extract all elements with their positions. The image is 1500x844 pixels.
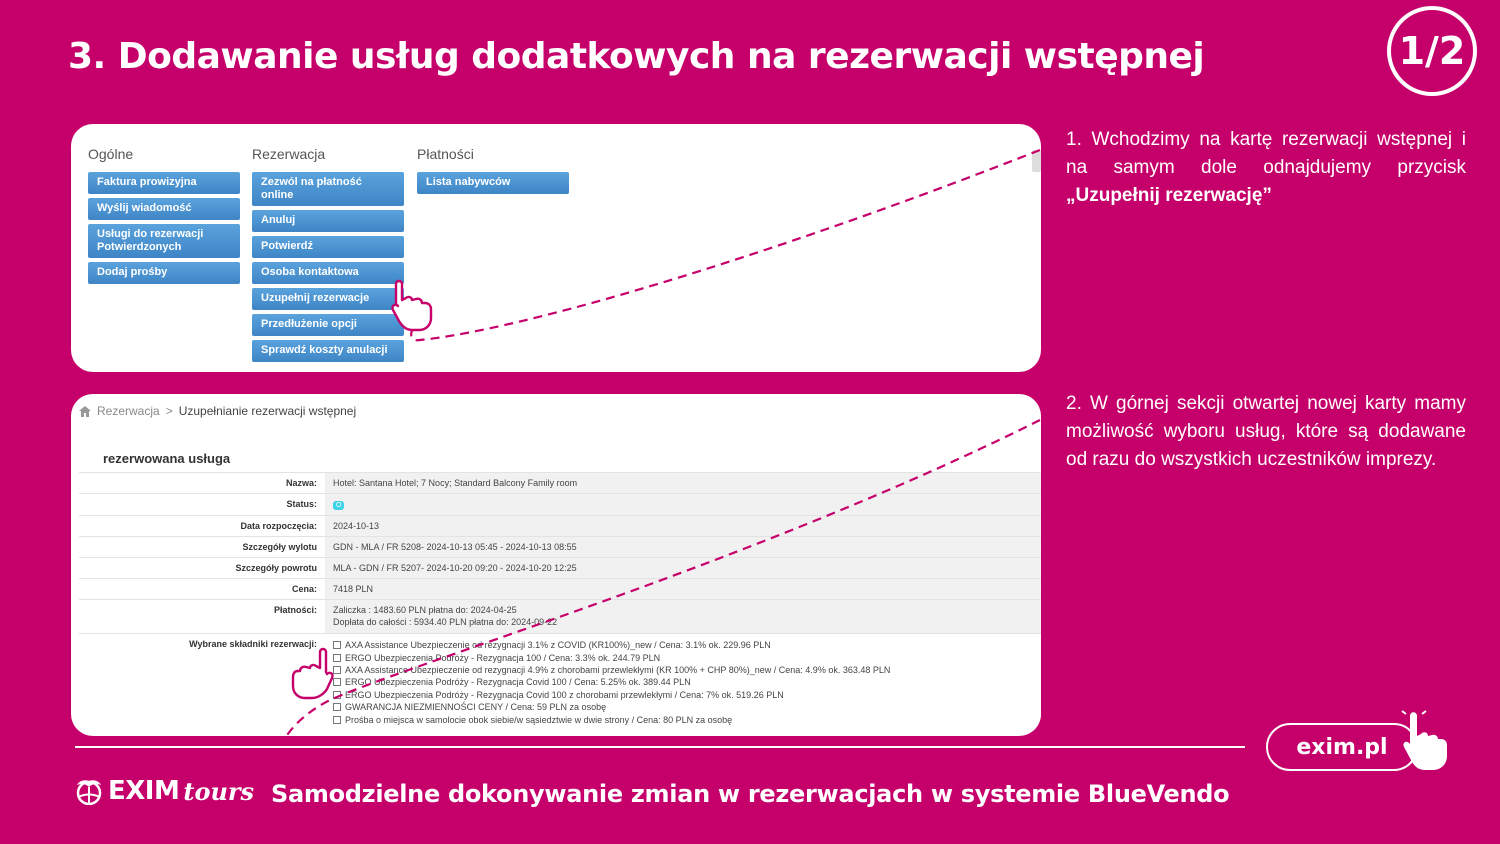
list-item[interactable] (333, 701, 1033, 713)
step1-text: 1. Wchodzimy na kartę rezerwacji wstępnej i na samym dole odnajdujemy przycisk (1066, 129, 1466, 178)
row-label: Data rozpoczęcia: (79, 516, 325, 537)
option-label: ERGO Ubezpieczenia Podróży - Rezygnacja Covid 100 z chorobami przewlekłymi / Cena: 7% ok. 519.26 PLN (345, 689, 784, 700)
palm-logo-icon (74, 777, 104, 805)
list-item[interactable] (333, 676, 1033, 688)
menu-column-reservation (252, 146, 404, 366)
row-label: Status: (79, 494, 325, 516)
row-label: Cena: (79, 579, 325, 600)
row-value (325, 494, 1041, 516)
row-label: Płatności: (79, 600, 325, 634)
row-label: Nazwa: (79, 473, 325, 494)
list-item[interactable] (333, 639, 1033, 651)
extend-option-button[interactable]: Przedłużenie opcji (252, 314, 404, 336)
section-heading: rezerwowana usługa (103, 451, 231, 466)
menu-column-header: Ogólne (88, 146, 134, 162)
slide-title: 3. Dodawanie usług dodatkowych na rezerwacji wstępnej (68, 36, 1205, 77)
breadcrumb-separator: > (165, 404, 173, 418)
add-requests-button[interactable]: Dodaj prośby (88, 262, 240, 284)
step1-instruction (1066, 126, 1466, 210)
option-label: GWARANCJA NIEZMIENNOŚCI CENY / Cena: 59 PLN za osobę (345, 702, 607, 713)
menu-column-general (88, 146, 240, 288)
complete-reservation-button[interactable]: Uzupełnij rezerwacje (252, 288, 404, 310)
scrollbar-thumb[interactable] (1032, 150, 1041, 172)
menu-column-header: Rezerwacja (252, 146, 326, 162)
footer-title: Samodzielne dokonywanie zmian w rezerwacjach w systemie BlueVendo (271, 780, 1230, 808)
option-checkbox[interactable] (333, 691, 341, 699)
table-row (79, 579, 1041, 600)
menu-column-payments (417, 146, 569, 198)
list-item[interactable] (333, 713, 1033, 725)
proforma-invoice-button[interactable]: Faktura prowizyjna (88, 172, 240, 194)
logo-wordmark: EXIM (108, 776, 180, 806)
row-value: MLA - GDN / FR 5207- 2024-10-20 09:20 - 2024-10-20 12:25 (325, 558, 1041, 579)
table-row (79, 537, 1041, 558)
send-message-button[interactable]: Wyślij wiadomość (88, 198, 240, 220)
list-item[interactable] (333, 664, 1033, 676)
balance-line: Dopłata do całości : 5934.40 PLN płatna do: 2024-09-22 (333, 617, 558, 627)
reservation-details-table (79, 472, 1041, 731)
confirm-button[interactable]: Potwierdź (252, 236, 404, 258)
reservation-completion-screenshot (71, 394, 1041, 736)
page-badge: 1/2 (1387, 6, 1477, 96)
table-row (79, 516, 1041, 537)
deposit-line: Zaliczka : 1483.60 PLN płatna do: 2024-04-25 (333, 605, 517, 615)
row-value (325, 600, 1041, 634)
option-checkbox[interactable] (333, 654, 341, 662)
options-list (325, 634, 1041, 731)
option-checkbox[interactable] (333, 641, 341, 649)
list-item[interactable] (333, 651, 1033, 663)
breadcrumb-current: Uzupełnianie rezerwacji wstępnej (178, 404, 357, 418)
row-label: Wybrane składniki rezerwacji: (79, 634, 325, 731)
option-checkbox[interactable] (333, 666, 341, 674)
table-row (79, 494, 1041, 516)
list-item[interactable] (333, 689, 1033, 701)
table-row (79, 473, 1041, 494)
confirmed-services-button[interactable]: Usługi do rezerwacji Potwierdzonych (88, 224, 240, 258)
option-checkbox[interactable] (333, 716, 341, 724)
option-label: Prośba o miejsca w samolocie obok siebie/w sąsiedztwie w dwie strony / Cena: 80 PLN za osobę (345, 714, 733, 725)
option-checkbox[interactable] (333, 703, 341, 711)
cancel-button[interactable]: Anuluj (252, 210, 404, 232)
row-value: Hotel: Santana Hotel; 7 Nocy; Standard Balcony Family room (325, 473, 1041, 494)
reservation-menu-screenshot (71, 124, 1041, 372)
buyers-list-button[interactable]: Lista nabywców (417, 172, 569, 194)
option-label: ERGO Ubezpieczenia Podróży - Rezygnacja Covid 100 / Cena: 5.25% ok. 389.44 PLN (345, 677, 691, 688)
logo-subtitle: tours (183, 776, 255, 806)
breadcrumb (79, 404, 356, 418)
option-label: AXA Assistance Ubezpieczenie od rezygnacji 3.1% z COVID (KR100%)_new / Cena: 3.1% ok. 229.96 PLN (345, 640, 771, 651)
menu-column-header: Płatności (417, 146, 474, 162)
step2-instruction: 2. W górnej sekcji otwartej nowej karty mamy możliwość wyboru usług, które są dodawane od razu do wszystkich uczestników imprezy. (1066, 393, 1466, 470)
pointer-hand-icon (1400, 710, 1450, 774)
option-label: AXA Assistance Ubezpieczenie od rezygnacji 4.9% z chorobami przewlekłymi (KR 100% + CHP 80%)_new / Cena: 4.9% ok. 363.48 PLN (345, 664, 891, 675)
row-label: Szczegóły wylotu (79, 537, 325, 558)
table-row (79, 558, 1041, 579)
footer-divider (75, 746, 1245, 748)
row-label: Szczegóły powrotu (79, 558, 325, 579)
table-row (79, 600, 1041, 634)
site-link-button[interactable]: exim.pl (1266, 723, 1418, 771)
option-label: ERGO Ubezpieczenia Podróży - Rezygnacja 100 / Cena: 3.3% ok. 244.79 PLN (345, 652, 661, 663)
breadcrumb-reservation-link[interactable]: Rezerwacja (97, 404, 160, 418)
row-value: 2024-10-13 (325, 516, 1041, 537)
exim-tours-logo (74, 776, 254, 806)
row-value: 7418 PLN (325, 579, 1041, 600)
table-row (79, 634, 1041, 731)
contact-person-button[interactable]: Osoba kontaktowa (252, 262, 404, 284)
step1-highlight: „Uzupełnij rezerwację” (1066, 185, 1272, 206)
option-checkbox[interactable] (333, 678, 341, 686)
row-value: GDN - MLA / FR 5208- 2024-10-13 05:45 - 2024-10-13 08:55 (325, 537, 1041, 558)
allow-online-payment-button[interactable]: Zezwól na płatność online (252, 172, 404, 206)
status-badge: O (333, 501, 344, 510)
check-cancellation-costs-button[interactable]: Sprawdź koszty anulacji (252, 340, 404, 362)
home-icon[interactable] (79, 406, 91, 417)
